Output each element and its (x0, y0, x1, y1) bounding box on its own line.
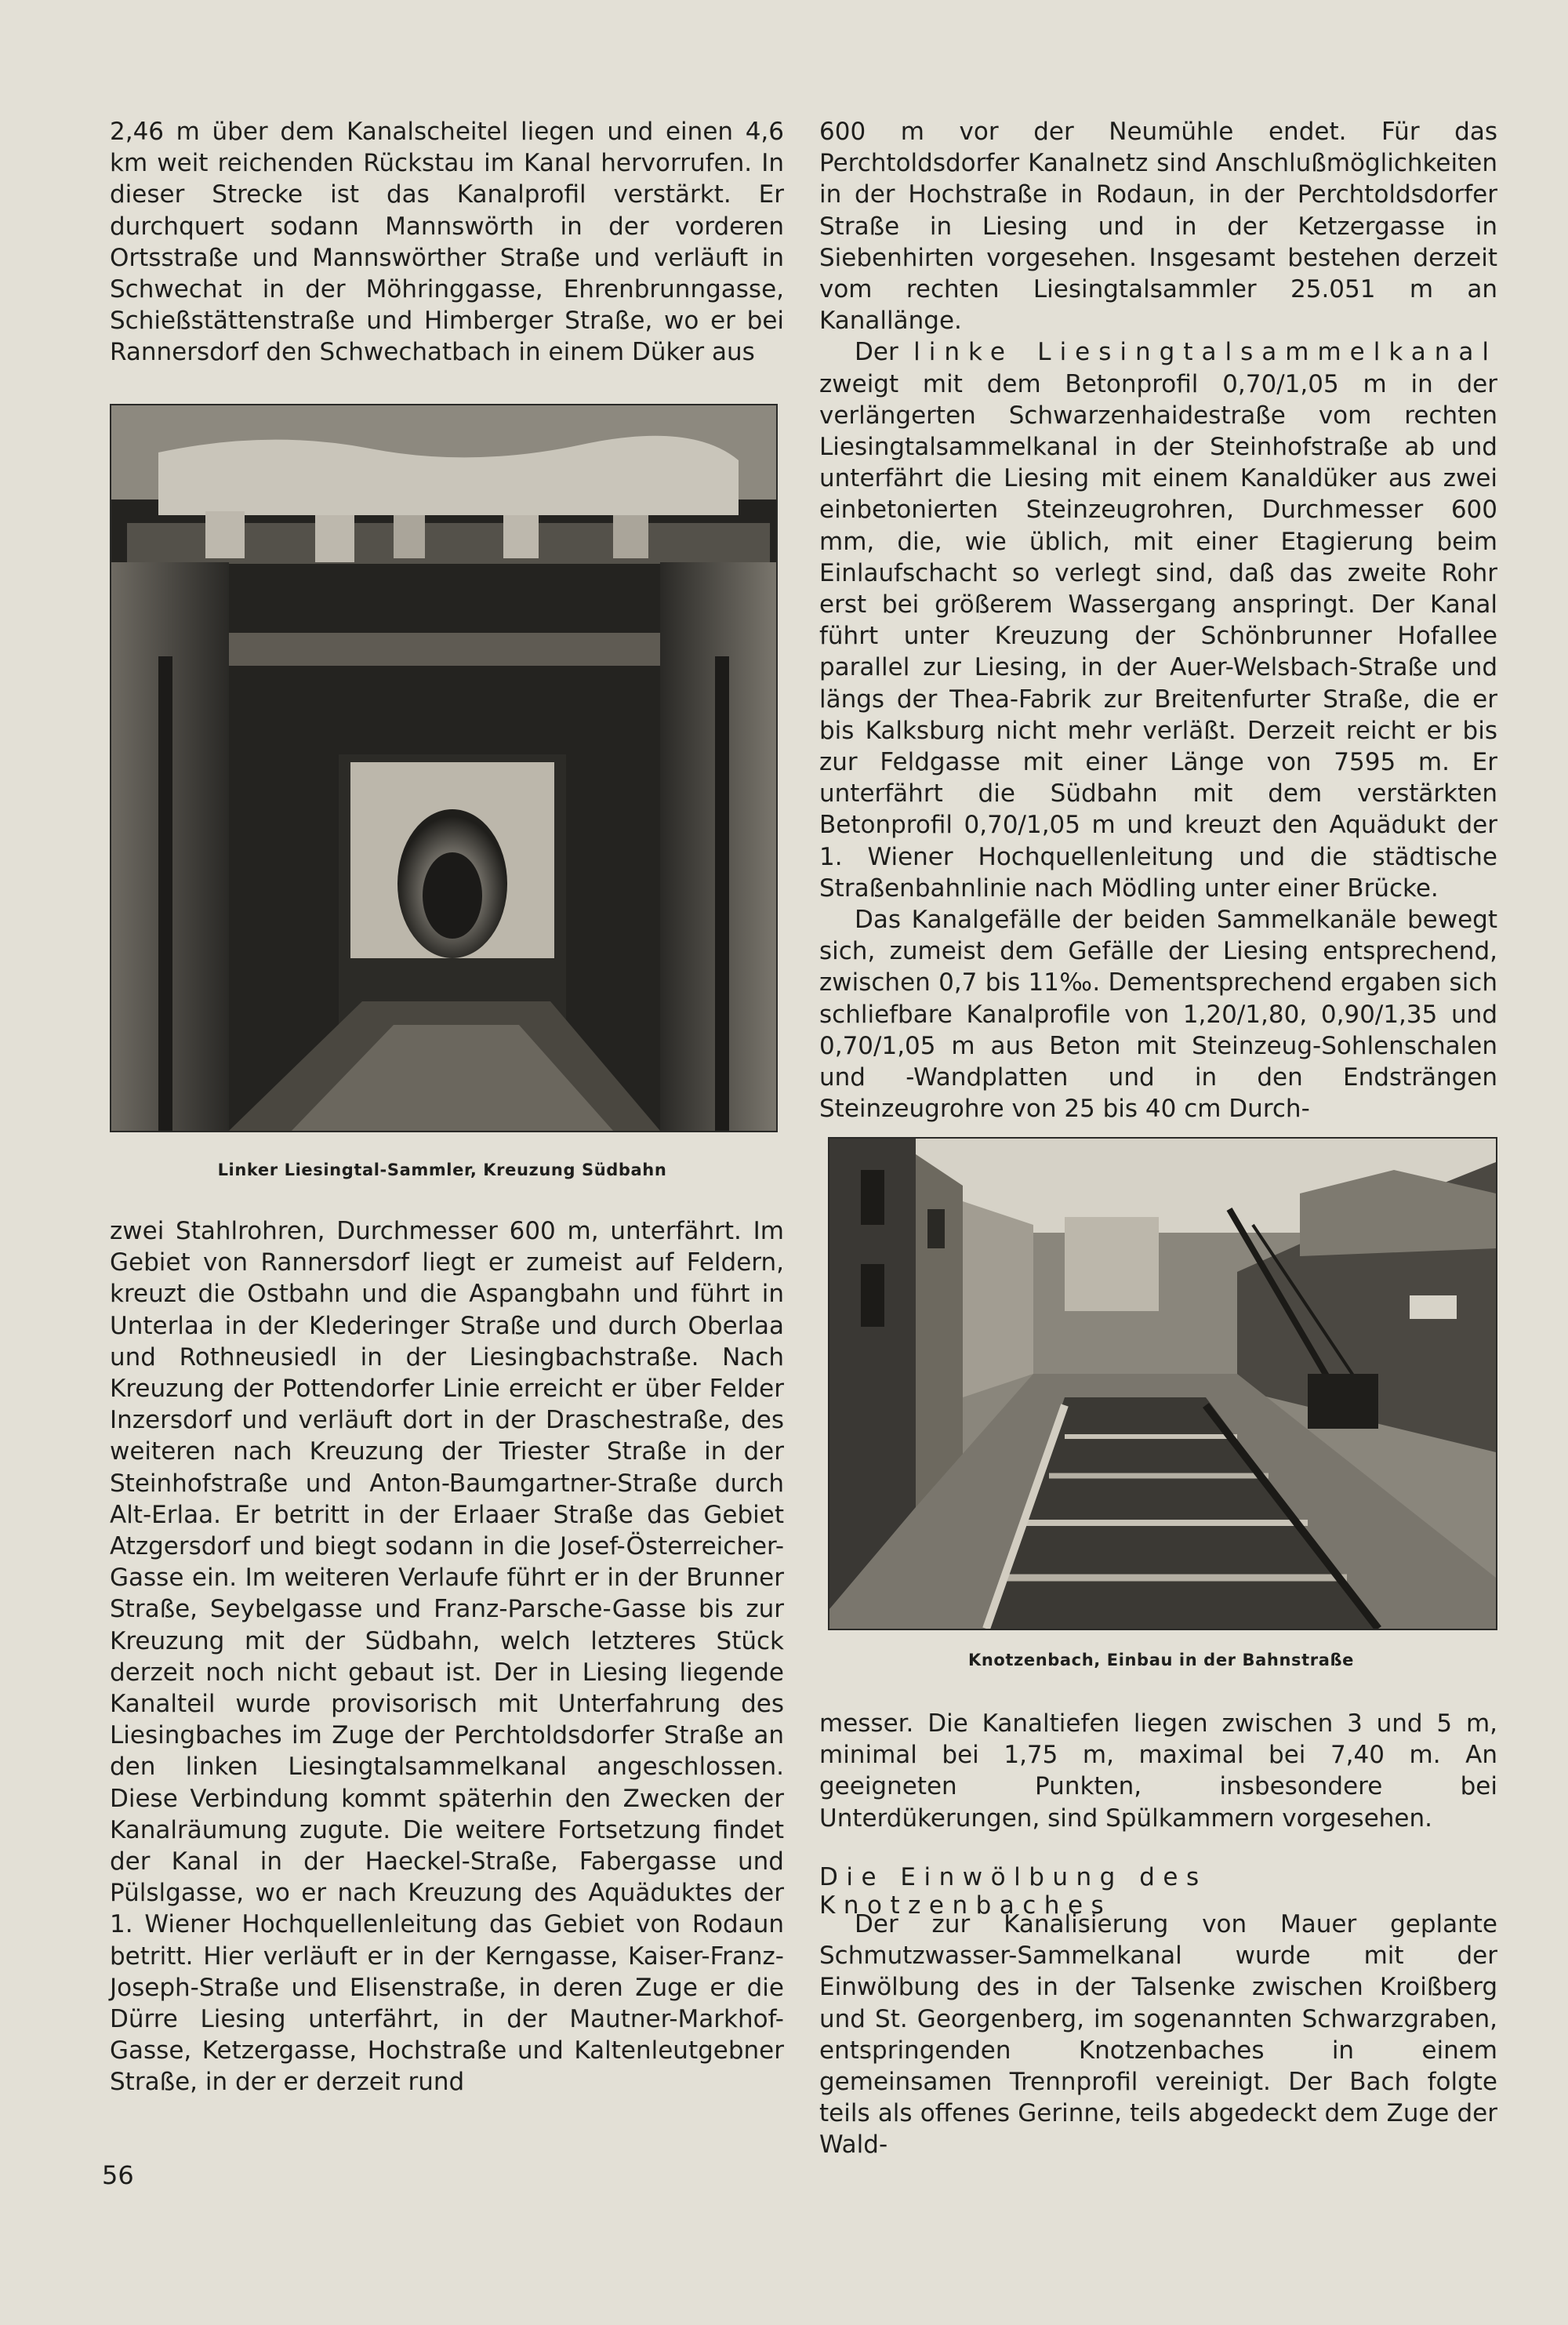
right-column-continuation (819, 1708, 1497, 1834)
paragraph: messer. Die Kanaltiefen liegen zwischen 3 und 5 m, minimal bei 1,75 m, maximal bei 7,40 m. An geeigneten Punkten, insbesondere bei Unterdükerungen, sind Spülkammern vorgesehen. (819, 1709, 1497, 1833)
caption-left-photo: Linker Liesingtal-Sammler, Kreuzung Südbahn (217, 1161, 667, 1179)
paragraph: Der zur Kanalisierung von Mauer geplante Schmutzwasser-Sammelkanal wurde mit der Einwölbung des in der Talsenke zwischen Kroißberg und St. Georgenberg, im sogenannten Schwarzgraben, entspringenden Knotzenbaches in einem gemeinsamen Trennprofil vereinigt. Der Bach folgte teils als offenes Gerinne, teils abgedeckt dem Zuge der Wald- (819, 1910, 1497, 2160)
paragraph: 600 m vor der Neumühle endet. Für das Perchtoldsdorfer Kanalnetz sind Anschlußmöglichkeiten in der Hochstraße in Rodaun, in der Perchtoldsdorfer Straße in Liesing und in der Ketzergasse in Siebenhirten vorgesehen. Insgesamt bestehen derzeit vom rechten Liesingtalsammler 25.051 m an Kanallänge. (819, 118, 1497, 336)
spaced-term: linke Liesingtalsammelkanal (913, 338, 1497, 367)
paragraph: 2,46 m über dem Kanalscheitel liegen und einen 4,6 km weit reichenden Rückstau im Kanal hervorrufen. In dieser Strecke ist das Kanalprofil verstärkt. Er durchquert sodann Mannswörth in der vorderen Ortsstraße und Mannswörther Straße und verläuft in Schwechat in der Möhringgasse, Ehrenbrunngasse, Schießstättenstraße und Himberger Straße, wo er bei Rannersdorf den Schwechatbach in einem Düker aus (110, 118, 784, 367)
paragraph-linker-sammelkanal (819, 336, 1497, 904)
right-column-top-text (819, 116, 1497, 1125)
section-heading: Die Einwölbung des Knotzenbaches (819, 1863, 1207, 1920)
paragraph: zwei Stahlrohren, Durchmesser 600 m, unterfährt. Im Gebiet von Rannersdorf liegt er zumeist auf Feldern, kreuzt die Ostbahn und die Aspangbahn und führt in Unterlaa in der Klederinger Straße und durch Oberlaa und Rothneusiedl in der Liesingbachstraße. Nach Kreuzung der Pottendorfer Linie erreicht er über Felder Inzersdorf und verläuft dort in der Draschestraße, des weiteren nach Kreuzung der Triester Straße in der Steinhofstraße und Anton-Baumgartner-Straße durch Alt-Erlaa. Er betritt in der Erlaaer Straße das Gebiet Atzgersdorf und biegt sodann in die Josef-Österreicher-Gasse ein. Im weiteren Verlaufe führt er in der Brunner Straße, Seybelgasse und Franz-Parsche-Gasse bis zur Kreuzung mit der Südbahn, welch letzteres Stück derzeit noch nicht gebaut ist. Der in Liesing liegende Kanalteil wurde provisorisch mit Unterfahrung des Liesingbaches im Zuge der Perchtoldsdorfer Straße an den linken Liesingtalsammelkanal angeschlossen. Diese Verbindung kommt späterhin den Zwecken der Kanalräumung zugute. Die weitere Fortsetzung findet der Kanal in der Haeckel-Straße, Fabergasse und Pülslgasse, wo er nach Kreuzung des Aquäduktes der 1. Wiener Hochquellenleitung das Gebiet von Rodaun betritt. Hier verläuft er in der Kerngasse, Kaiser-Franz-Joseph-Straße und Elisenstraße, in deren Zuge er die Dürre Liesing unterfährt, in der Mautner-Markhof-Gasse, Ketzergasse, Hochstraße und Kaltenleutgebner Straße, in der er derzeit rund (110, 1217, 784, 2097)
caption-right-photo: Knotzenbach, Einbau in der Bahnstraße (967, 1651, 1355, 1669)
paragraph: Das Kanalgefälle der beiden Sammelkanäle bewegt sich, zumeist dem Gefälle der Liesing entsprechend, zwischen 0,7 bis 11‰. Dementsprechend ergaben sich schliefbare Kanalprofile von 1,20/1,80, 0,90/1,35 und 0,70/1,05 m aus Beton mit Steinzeug-Sohlenschalen und -Wandplatten und in den Endsträngen Steinzeugrohre von 25 bis 40 cm Durch- (819, 906, 1497, 1124)
paragraph-intro: Der (855, 338, 898, 367)
right-column-section-text (819, 1909, 1497, 2161)
left-column-bottom-text (110, 1215, 784, 2098)
left-column-top-text (110, 116, 784, 369)
paragraph-rest: zweigt mit dem Betonprofil 0,70/1,05 m in der verlängerten Schwarzenhaidestraße vom rechten Liesingtalsammelkanal in der Steinhofstraße ab und unterfährt die Liesing mit einem Kanaldüker aus zwei einbetonierten Steinzeugrohren, Durchmesser 600 mm, die, wie üblich, mit einer Etagierung beim Einlaufschacht so verlegt sind, daß das zweite Rohr erst bei größerem Wassergang anspringt. Der Kanal führt unter Kreuzung der Schönbrunner Hofallee parallel zur Liesing, in der Auer-Welsbach-Straße und längs der Thea-Fabrik zur Breitenfurter Straße, die er bis Kalksburg nicht mehr verläßt. Derzeit reicht er bis zur Feldgasse mit einer Länge von 7595 m. Er unterfährt die Südbahn mit dem verstärkten Betonprofil 0,70/1,05 m und kreuzt den Aquädukt der 1. Wiener Hochquellenleitung und die städtische Straßenbahnlinie nach Mödling unter einer Brücke. (819, 369, 1497, 903)
page-number: 56 (102, 2160, 134, 2190)
photo-street-construction (828, 1137, 1497, 1630)
photo-sewer-trench (110, 404, 778, 1132)
